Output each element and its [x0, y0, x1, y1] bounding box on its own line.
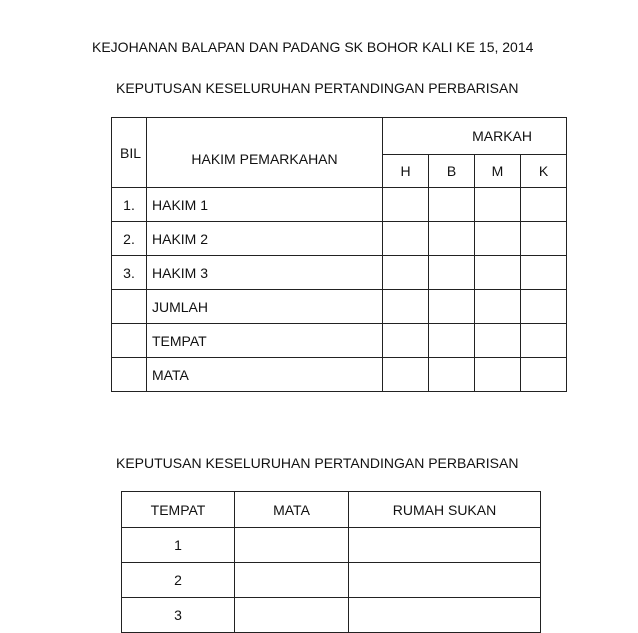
table-row — [112, 324, 567, 358]
document-title: KEJOHANAN BALAPAN DAN PADANG SK BOHOR KALI KE 15, 2014 — [92, 39, 534, 55]
score-cell[interactable] — [475, 324, 521, 358]
table-row — [112, 222, 567, 256]
score-cell[interactable] — [383, 188, 429, 222]
row-name: HAKIM 2 — [147, 222, 383, 256]
table-row — [122, 598, 541, 633]
table-row — [122, 528, 541, 563]
rumah-sukan-cell[interactable] — [349, 598, 541, 633]
markah-sub-m: M — [475, 155, 521, 188]
row-name: HAKIM 1 — [147, 188, 383, 222]
row-name: JUMLAH — [147, 290, 383, 324]
score-cell[interactable] — [429, 290, 475, 324]
markah-sub-k: K — [521, 155, 567, 188]
score-cell[interactable] — [521, 324, 567, 358]
table-row — [112, 188, 567, 222]
table-row — [122, 563, 541, 598]
score-cell[interactable] — [383, 324, 429, 358]
tempat-cell: 1 — [122, 528, 235, 563]
section2-title: KEPUTUSAN KESELURUHAN PERTANDINGAN PERBARISAN — [116, 455, 519, 471]
bil-header: BIL — [112, 118, 147, 188]
rumah-sukan-cell[interactable] — [349, 528, 541, 563]
score-cell[interactable] — [383, 222, 429, 256]
hakim-pemarkahan-header: HAKIM PEMARKAHAN — [147, 118, 383, 188]
score-cell[interactable] — [429, 324, 475, 358]
mata-cell[interactable] — [235, 528, 349, 563]
table-row — [112, 358, 567, 392]
row-bil — [112, 324, 147, 358]
row-name: HAKIM 3 — [147, 256, 383, 290]
tempat-header: TEMPAT — [122, 492, 235, 528]
score-cell[interactable] — [521, 256, 567, 290]
markah-sub-b: B — [429, 155, 475, 188]
score-cell[interactable] — [429, 256, 475, 290]
score-cell[interactable] — [429, 222, 475, 256]
row-name: MATA — [147, 358, 383, 392]
score-cell[interactable] — [475, 358, 521, 392]
score-cell[interactable] — [521, 358, 567, 392]
markah-sub-h: H — [383, 155, 429, 188]
markah-header: MARKAH — [383, 118, 567, 155]
mata-header: MATA — [235, 492, 349, 528]
section1-title: KEPUTUSAN KESELURUHAN PERTANDINGAN PERBARISAN — [116, 80, 519, 96]
score-cell[interactable] — [521, 290, 567, 324]
score-cell[interactable] — [475, 256, 521, 290]
rumah-sukan-header: RUMAH SUKAN — [349, 492, 541, 528]
table-row — [112, 256, 567, 290]
score-cell[interactable] — [475, 290, 521, 324]
table-row — [112, 290, 567, 324]
judges-score-table — [111, 117, 567, 392]
row-bil: 2. — [112, 222, 147, 256]
score-cell[interactable] — [521, 188, 567, 222]
score-cell[interactable] — [383, 358, 429, 392]
score-cell[interactable] — [429, 188, 475, 222]
score-cell[interactable] — [475, 222, 521, 256]
row-bil — [112, 358, 147, 392]
final-result-table — [121, 491, 541, 633]
score-cell[interactable] — [383, 256, 429, 290]
score-cell[interactable] — [383, 290, 429, 324]
row-bil — [112, 290, 147, 324]
mata-cell[interactable] — [235, 563, 349, 598]
mata-cell[interactable] — [235, 598, 349, 633]
tempat-cell: 2 — [122, 563, 235, 598]
score-cell[interactable] — [475, 188, 521, 222]
tempat-cell: 3 — [122, 598, 235, 633]
score-cell[interactable] — [521, 222, 567, 256]
row-name: TEMPAT — [147, 324, 383, 358]
score-cell[interactable] — [429, 358, 475, 392]
row-bil: 3. — [112, 256, 147, 290]
rumah-sukan-cell[interactable] — [349, 563, 541, 598]
row-bil: 1. — [112, 188, 147, 222]
